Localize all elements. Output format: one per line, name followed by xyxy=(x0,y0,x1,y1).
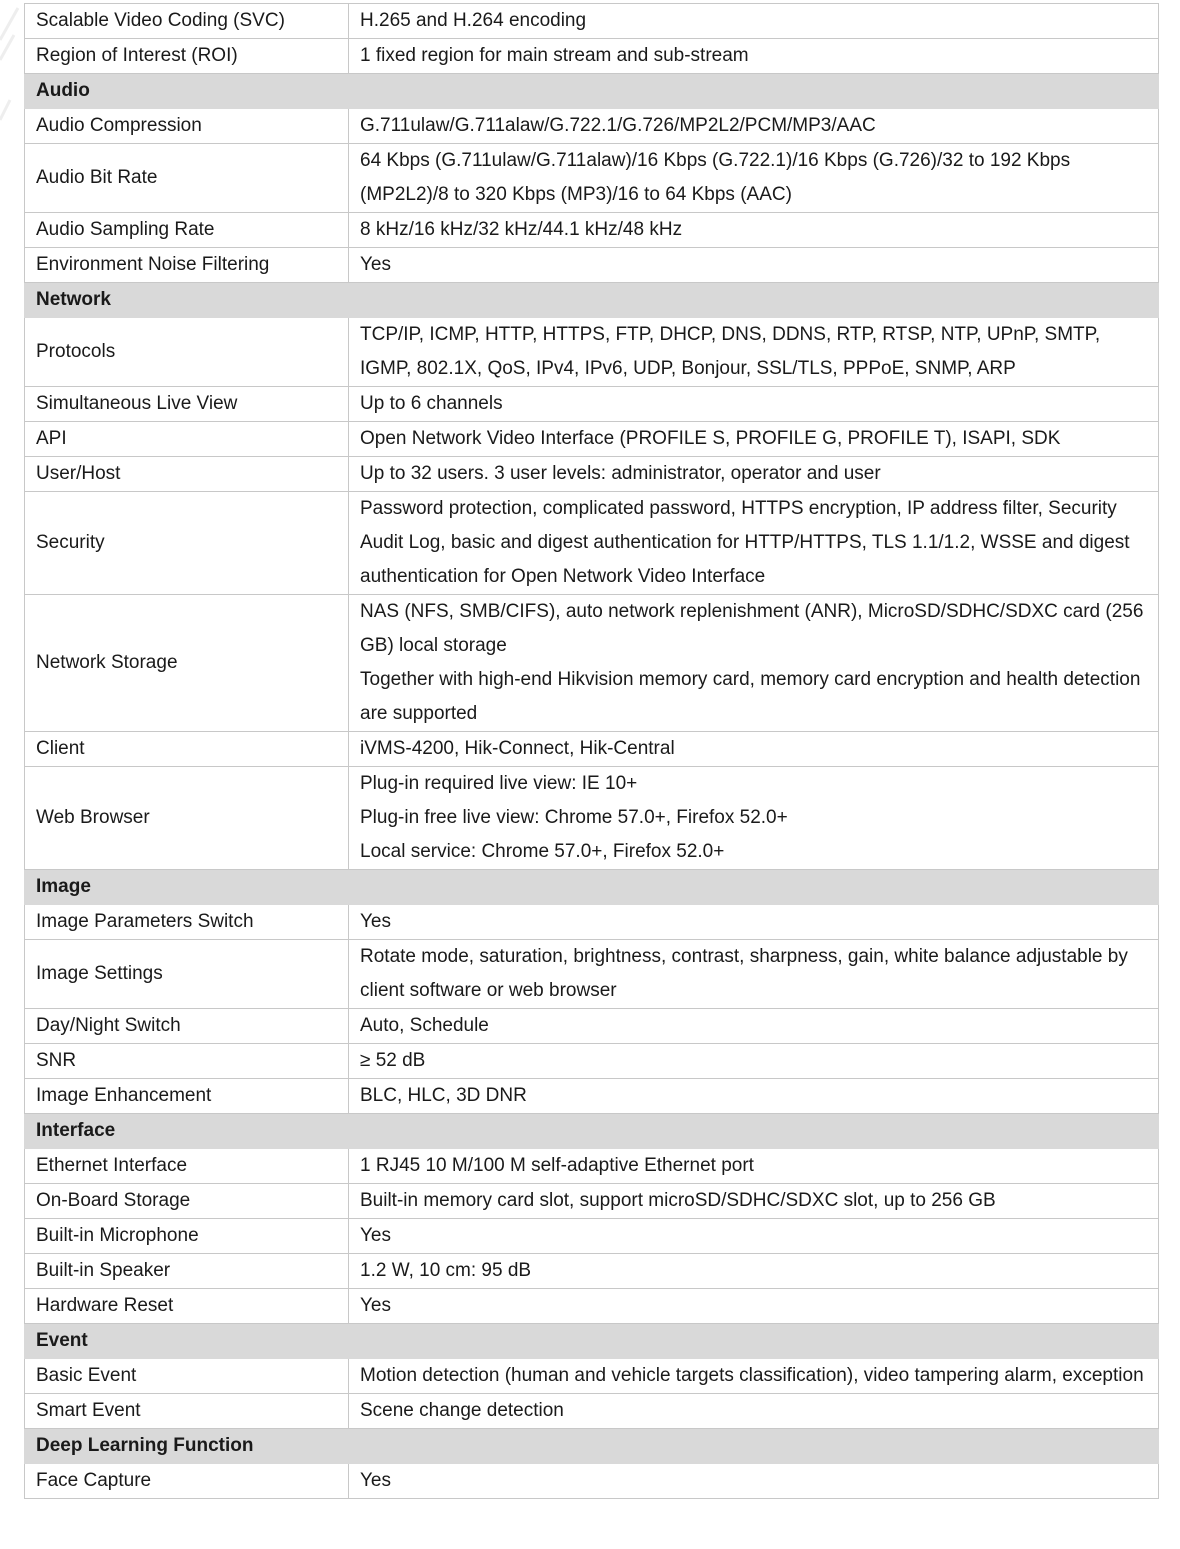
spec-row xyxy=(25,213,1159,248)
spec-row xyxy=(25,39,1159,74)
spec-label: Day/Night Switch xyxy=(25,1009,349,1044)
spec-value-line: 64 Kbps (G.711ulaw/G.711alaw)/16 Kbps (G.722.1)/16 Kbps (G.726)/32 to 192 Kbps (MP2L2)/8 to 320 Kbps (MP3)/16 to 64 Kbps (AAC) xyxy=(360,150,1071,205)
spec-label: Image Parameters Switch xyxy=(25,905,349,940)
spec-label: Simultaneous Live View xyxy=(25,387,349,422)
section-title: Deep Learning Function xyxy=(25,1429,349,1464)
spec-value xyxy=(349,39,1159,74)
spec-label: User/Host xyxy=(25,457,349,492)
section-title: Event xyxy=(25,1324,349,1359)
spec-label: Audio Bit Rate xyxy=(25,144,349,213)
spec-value xyxy=(349,940,1159,1009)
spec-value-line: H.265 and H.264 encoding xyxy=(360,10,587,31)
spec-label: Scalable Video Coding (SVC) xyxy=(25,4,349,39)
spec-value-line: 1 RJ45 10 M/100 M self-adaptive Ethernet port xyxy=(360,1155,754,1176)
spec-value xyxy=(349,1359,1159,1394)
spec-label: Audio Compression xyxy=(25,109,349,144)
spec-value-line: Password protection, complicated password, HTTPS encryption, IP address filter, Security Audit Log, basic and digest authentication for HTTP/HTTPS, TLS 1.1/1.2, WSSE and digest authentication for Open Network Video Interface xyxy=(360,498,1130,587)
spec-value-line: TCP/IP, ICMP, HTTP, HTTPS, FTP, DHCP, DNS, DDNS, RTP, RTSP, NTP, UPnP, SMTP, IGMP, 802.1X, QoS, IPv4, IPv6, UDP, Bonjour, SSL/TLS, PPPoE, SNMP, ARP xyxy=(360,324,1101,379)
spec-row xyxy=(25,595,1159,732)
spec-label: Region of Interest (ROI) xyxy=(25,39,349,74)
spec-value xyxy=(349,422,1159,457)
spec-value-line: Yes xyxy=(360,911,391,932)
section-filler-cell xyxy=(349,1324,1159,1359)
spec-value xyxy=(349,1464,1159,1499)
spec-label: Smart Event xyxy=(25,1394,349,1429)
section-header-row xyxy=(25,283,1159,318)
spec-value xyxy=(349,248,1159,283)
spec-value-line: Plug-in free live view: Chrome 57.0+, Firefox 52.0+ xyxy=(360,807,788,828)
watermark-graphic xyxy=(0,0,20,140)
spec-value-line: Rotate mode, saturation, brightness, contrast, sharpness, gain, white balance adjustable by client software or web browser xyxy=(360,946,1128,1001)
spec-value-line: Up to 32 users. 3 user levels: administrator, operator and user xyxy=(360,463,881,484)
spec-label: Network Storage xyxy=(25,595,349,732)
spec-value xyxy=(349,492,1159,595)
spec-row xyxy=(25,318,1159,387)
spec-value-line: 1.2 W, 10 cm: 95 dB xyxy=(360,1260,532,1281)
spec-value-line: Yes xyxy=(360,254,391,275)
spec-row xyxy=(25,109,1159,144)
spec-row xyxy=(25,1289,1159,1324)
section-filler-cell xyxy=(349,870,1159,905)
spec-value-line: Motion detection (human and vehicle targets classification), video tampering alarm, exception xyxy=(360,1365,1144,1386)
spec-row xyxy=(25,4,1159,39)
spec-value xyxy=(349,109,1159,144)
spec-value-line: 1 fixed region for main stream and sub-stream xyxy=(360,45,749,66)
spec-value xyxy=(349,213,1159,248)
spec-value xyxy=(349,1044,1159,1079)
spec-row xyxy=(25,1079,1159,1114)
section-header-row xyxy=(25,870,1159,905)
spec-label: Web Browser xyxy=(25,767,349,870)
spec-value xyxy=(349,1289,1159,1324)
section-filler-cell xyxy=(349,1114,1159,1149)
spec-row xyxy=(25,732,1159,767)
spec-value xyxy=(349,1219,1159,1254)
spec-row xyxy=(25,144,1159,213)
spec-value xyxy=(349,144,1159,213)
spec-table-body xyxy=(25,4,1159,1499)
spec-row xyxy=(25,1044,1159,1079)
spec-value-line: Together with high-end Hikvision memory card, memory card encryption and health detection are supported xyxy=(360,669,1141,724)
spec-value-line: Plug-in required live view: IE 10+ xyxy=(360,773,638,794)
spec-row xyxy=(25,387,1159,422)
spec-value-line: BLC, HLC, 3D DNR xyxy=(360,1085,527,1106)
section-title: Image xyxy=(25,870,349,905)
spec-value-line: 8 kHz/16 kHz/32 kHz/44.1 kHz/48 kHz xyxy=(360,219,683,240)
spec-value xyxy=(349,1009,1159,1044)
spec-label: Client xyxy=(25,732,349,767)
spec-row xyxy=(25,767,1159,870)
spec-value xyxy=(349,732,1159,767)
spec-label: Built-in Speaker xyxy=(25,1254,349,1289)
spec-table xyxy=(24,3,1159,1499)
spec-value xyxy=(349,1394,1159,1429)
spec-value-line: ≥ 52 dB xyxy=(360,1050,426,1071)
spec-value-line: Local service: Chrome 57.0+, Firefox 52.0+ xyxy=(360,841,725,862)
spec-label: On-Board Storage xyxy=(25,1184,349,1219)
spec-label: Built-in Microphone xyxy=(25,1219,349,1254)
spec-row xyxy=(25,1394,1159,1429)
spec-value xyxy=(349,457,1159,492)
section-header-row xyxy=(25,74,1159,109)
spec-value xyxy=(349,1079,1159,1114)
spec-row xyxy=(25,1184,1159,1219)
spec-label: Image Settings xyxy=(25,940,349,1009)
spec-label: Environment Noise Filtering xyxy=(25,248,349,283)
spec-value-line: iVMS-4200, Hik-Connect, Hik-Central xyxy=(360,738,675,759)
spec-value-line: Yes xyxy=(360,1470,391,1491)
spec-value-line: Open Network Video Interface (PROFILE S, PROFILE G, PROFILE T), ISAPI, SDK xyxy=(360,428,1061,449)
spec-value-line: Scene change detection xyxy=(360,1400,564,1421)
spec-row xyxy=(25,457,1159,492)
section-header-row xyxy=(25,1324,1159,1359)
spec-value xyxy=(349,905,1159,940)
spec-row xyxy=(25,248,1159,283)
spec-value-line: G.711ulaw/G.711alaw/G.722.1/G.726/MP2L2/PCM/MP3/AAC xyxy=(360,115,876,136)
section-title: Audio xyxy=(25,74,349,109)
spec-row xyxy=(25,1219,1159,1254)
spec-value xyxy=(349,595,1159,732)
spec-value xyxy=(349,387,1159,422)
spec-label: Hardware Reset xyxy=(25,1289,349,1324)
spec-label: Basic Event xyxy=(25,1359,349,1394)
section-title: Network xyxy=(25,283,349,318)
spec-row xyxy=(25,1464,1159,1499)
spec-row xyxy=(25,1254,1159,1289)
spec-label: SNR xyxy=(25,1044,349,1079)
section-header-row xyxy=(25,1429,1159,1464)
spec-value xyxy=(349,1149,1159,1184)
section-filler-cell xyxy=(349,74,1159,109)
spec-row xyxy=(25,905,1159,940)
spec-value xyxy=(349,767,1159,870)
spec-row xyxy=(25,940,1159,1009)
section-title: Interface xyxy=(25,1114,349,1149)
spec-label: API xyxy=(25,422,349,457)
spec-row xyxy=(25,1359,1159,1394)
spec-value xyxy=(349,1184,1159,1219)
spec-row xyxy=(25,492,1159,595)
spec-label: Audio Sampling Rate xyxy=(25,213,349,248)
spec-row xyxy=(25,1009,1159,1044)
spec-label: Face Capture xyxy=(25,1464,349,1499)
section-filler-cell xyxy=(349,283,1159,318)
spec-value xyxy=(349,318,1159,387)
spec-value-line: Yes xyxy=(360,1295,391,1316)
section-header-row xyxy=(25,1114,1159,1149)
spec-value xyxy=(349,4,1159,39)
spec-label: Image Enhancement xyxy=(25,1079,349,1114)
spec-value-line: Yes xyxy=(360,1225,391,1246)
spec-value-line: Up to 6 channels xyxy=(360,393,503,414)
section-filler-cell xyxy=(349,1429,1159,1464)
spec-label: Security xyxy=(25,492,349,595)
spec-label: Protocols xyxy=(25,318,349,387)
spec-value-line: NAS (NFS, SMB/CIFS), auto network replenishment (ANR), MicroSD/SDHC/SDXC card (256 GB) local storage xyxy=(360,601,1144,656)
spec-row xyxy=(25,1149,1159,1184)
spec-sheet xyxy=(24,3,1158,1499)
spec-value-line: Built-in memory card slot, support microSD/SDHC/SDXC slot, up to 256 GB xyxy=(360,1190,996,1211)
spec-label: Ethernet Interface xyxy=(25,1149,349,1184)
spec-value-line: Auto, Schedule xyxy=(360,1015,489,1036)
spec-value xyxy=(349,1254,1159,1289)
spec-row xyxy=(25,422,1159,457)
